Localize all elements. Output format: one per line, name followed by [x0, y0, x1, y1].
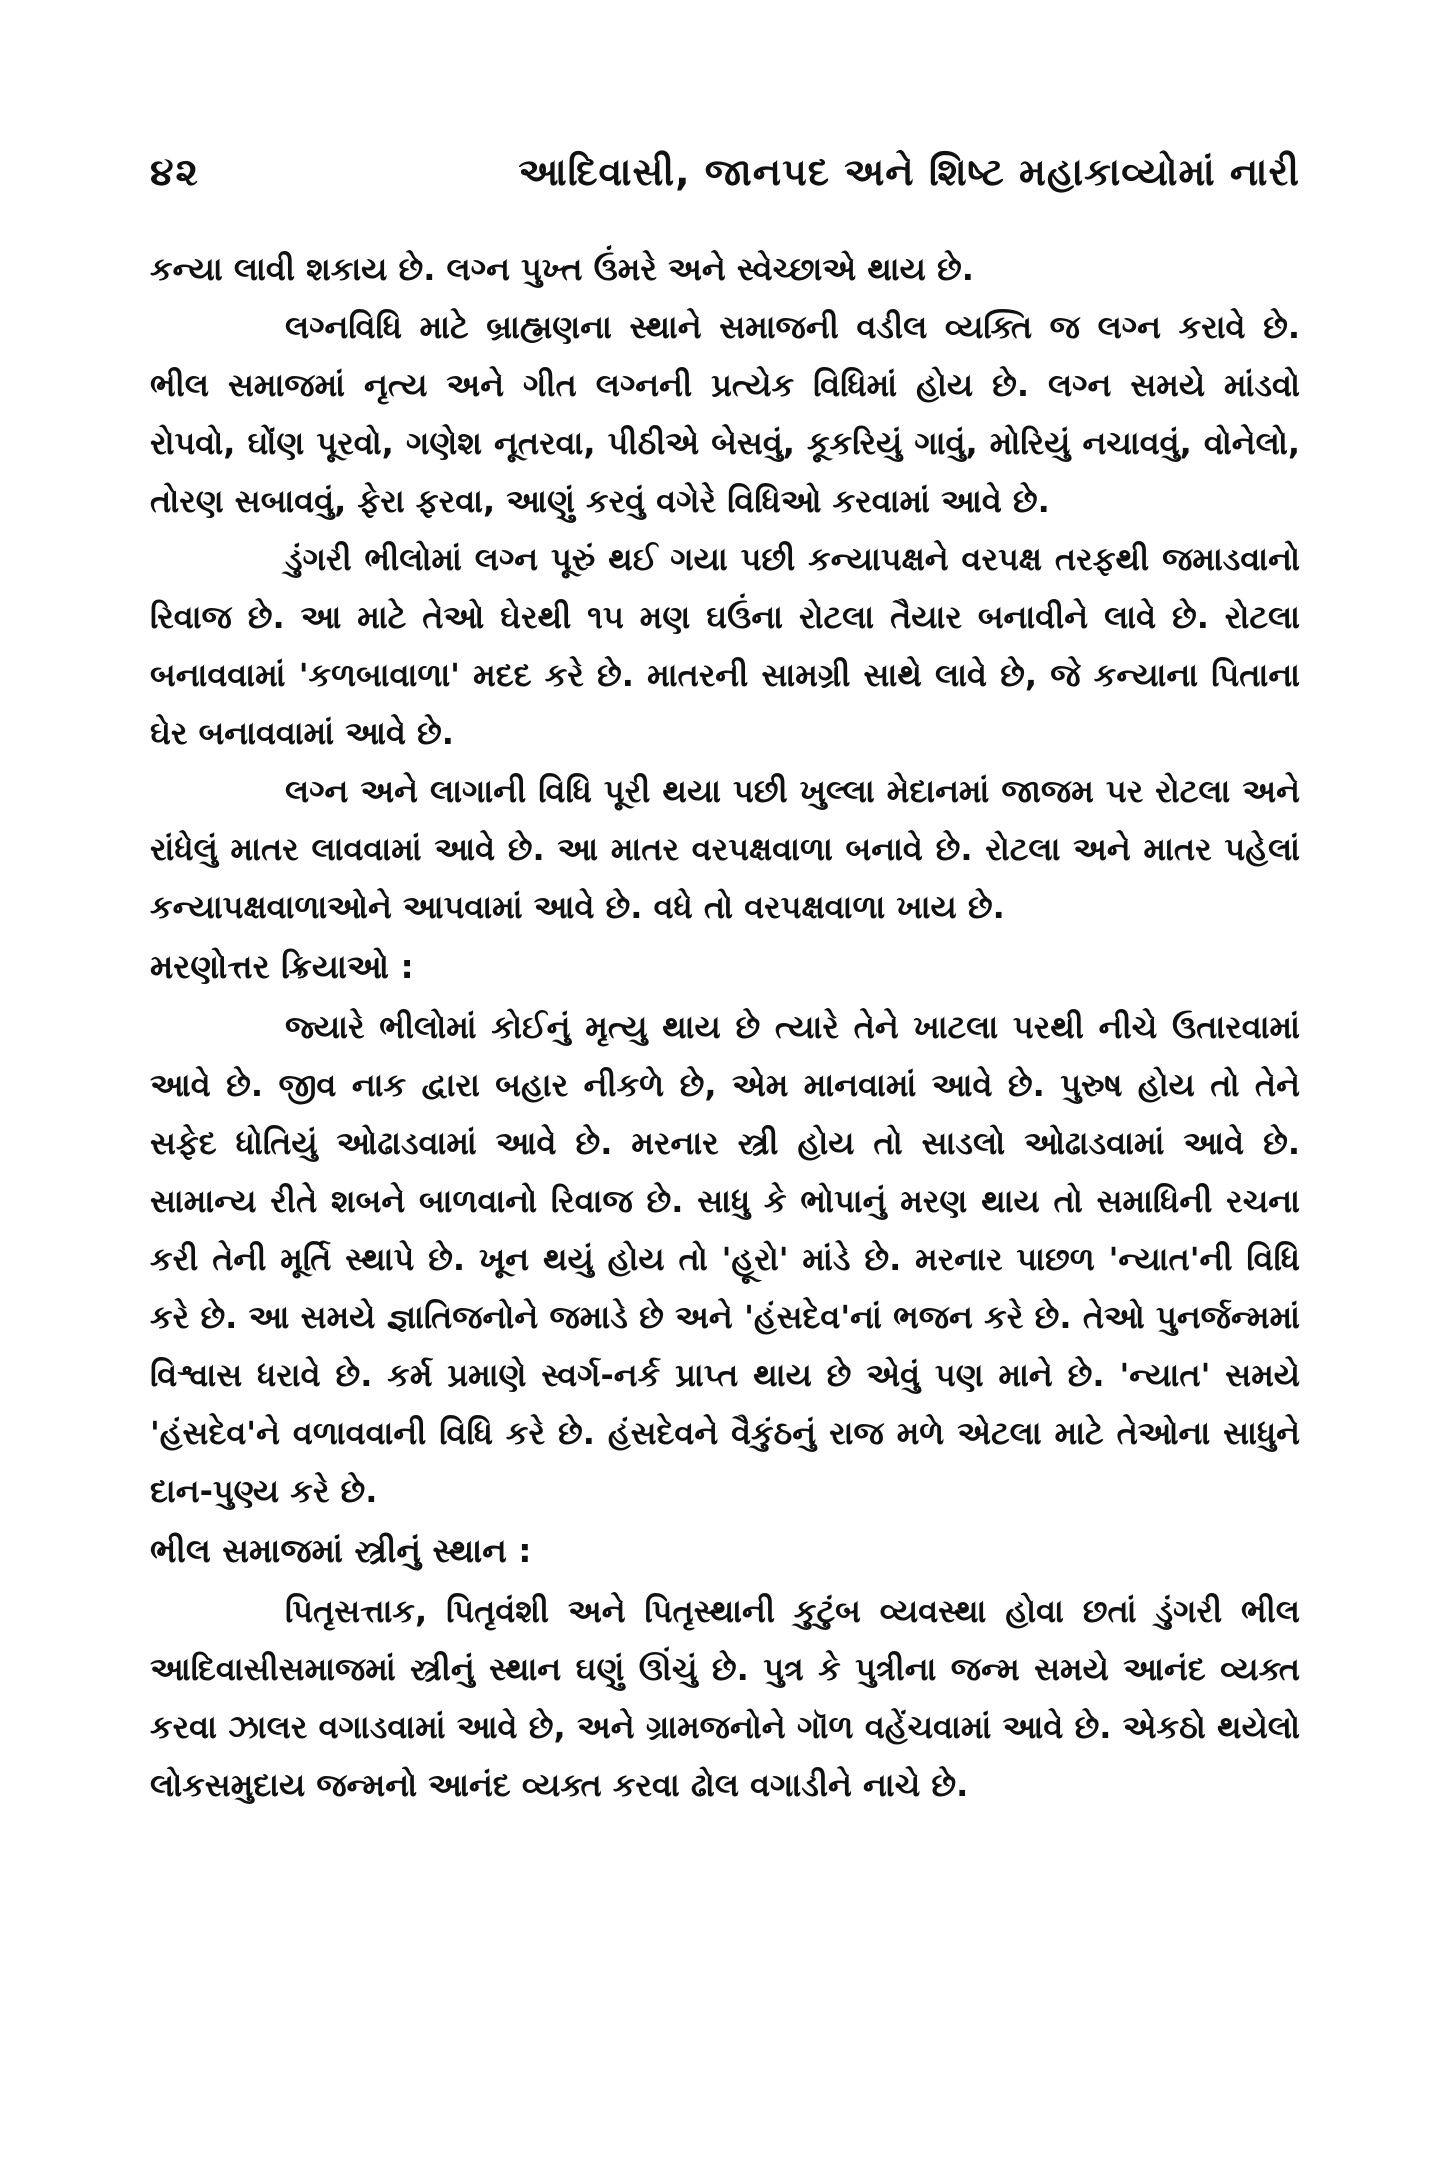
running-header [150, 150, 1300, 230]
page-number: ૪૨ [150, 150, 200, 194]
paragraph-continuation: કન્યા લાવી શકાય છે. લગ્ન પુખ્ત ઉંમરે અને સ્વેચ્છાએ થાય છે. [150, 250, 974, 288]
page-body [150, 240, 1300, 1814]
section-heading-women-status: ભીલ સમાજમાં સ્ત્રીનું સ્થાન : [150, 1531, 532, 1570]
paragraph-death-rites: જ્યારે ભીલોમાં કોઈનું મૃત્યુ થાય છે ત્યારે તેને ખાટલા પરથી નીચે ઉતારવામાં આવે છે. જીવ નાક દ્વારા બહાર નીકળે છે, એમ માનવામાં આવે છે. પુરુષ હોય તો તેને સફેદ ધોતિયું ઓઢાડવામાં આવે છે. મરનાર સ્ત્રી હોય તો સાડલો ઓઢાડવામાં આવે છે. સામાન્ય રીતે શબને બાળવાનો રિવાજ છે. સાધુ કે ભોપાનું મરણ થાય તો સમાધિની રચના કરી તેની મૂર્તિ સ્થાપે છે. ખૂન થયું હોય તો 'હૂરો' માંડે છે. મરનાર પાછળ 'ન્યાત'ની વિધિ કરે છે. આ સમયે જ્ઞાતિજનોને જમાડે છે અને 'હંસદેવ'નાં ભજન કરે છે. તેઓ પુનર્જન્મમાં વિશ્વાસ ધરાવે છે. કર્મ પ્રમાણે સ્વર્ગ-નર્ક પ્રાપ્ત થાય છે એવું પણ માને છે. 'ન્યાત' સમયે 'હંસદેવ'ને વળાવવાની વિધિ કરે છે. હંસદેવને વૈકુંઠનું રાજ મળે એટલા માટે તેઓના સાધુને દાન-પુણ્ય કરે છે. [150, 1008, 1300, 1510]
paragraph-dungari-feast: ડુંગરી ભીલોમાં લગ્ન પૂરું થઈ ગયા પછી કન્યાપક્ષને વરપક્ષ તરફથી જમાડવાનો રિવાજ છે. આ માટે તેઓ ઘેરથી ૧૫ મણ ઘઉંના રોટલા તૈયાર બનાવીને લાવે છે. રોટલા બનાવવામાં 'કળબાવાળા' મદદ કરે છે. માતરની સામગ્રી સાથે લાવે છે, જે કન્યાના પિતાના ઘેર બનાવવામાં આવે છે. [150, 540, 1300, 752]
paragraph-marriage-rituals: લગ્નવિધિ માટે બ્રાહ્મણના સ્થાને સમાજની વડીલ વ્યક્તિ જ લગ્ન કરાવે છે. ભીલ સમાજમાં નૃત્ય અને ગીત લગ્નની પ્રત્યેક વિધિમાં હોય છે. લગ્ન સમયે માંડવો રોપવો, ઘોંણ પૂરવો, ગણેશ નૂતરવા, પીઠીએ બેસવું, કૂકરિયું ગાવું, મોરિયું નચાવવું, વોનેલો, તોરણ સબાવવું, ફેરા ફરવા, આણું કરવું વગેરે વિધિઓ કરવામાં આવે છે. [150, 308, 1300, 520]
paragraph-women-status: પિતૃસત્તાક, પિતૃવંશી અને પિતૃસ્થાની કુટુંબ વ્યવસ્થા હોવા છતાં ડુંગરી ભીલ આદિવાસીસમાજમાં સ્ત્રીનું સ્થાન ઘણું ઊંચું છે. પુત્ર કે પુત્રીના જન્મ સમયે આનંદ વ્યક્ત કરવા ઝાલર વગાડવામાં આવે છે, અને ગ્રામજનોને ગૉળ વહેંચવામાં આવે છે. એકઠો થયેલો લોકસમુદાય જન્મનો આનંદ વ્યક્ત કરવા ઢોલ વગાડીને નાચે છે. [150, 1592, 1300, 1804]
section-heading-death-rites: મરણોત્તર ક્રિયાઓ : [150, 947, 414, 986]
paragraph-laga-ritual: લગ્ન અને લાગાની વિધિ પૂરી થયા પછી ખુલ્લા મેદાનમાં જાજમ પર રોટલા અને રાંધેલું માતર લાવવામાં આવે છે. આ માતર વરપક્ષવાળા બનાવે છે. રોટલા અને માતર પહેલાં કન્યાપક્ષવાળાઓને આપવામાં આવે છે. વધે તો વરપક્ષવાળા ખાય છે. [150, 772, 1300, 926]
book-page [150, 150, 1300, 1814]
running-title: આદિવાસી, જાનપદ અને શિષ્ટ મહાકાવ્યોમાં નારી [518, 150, 1300, 194]
